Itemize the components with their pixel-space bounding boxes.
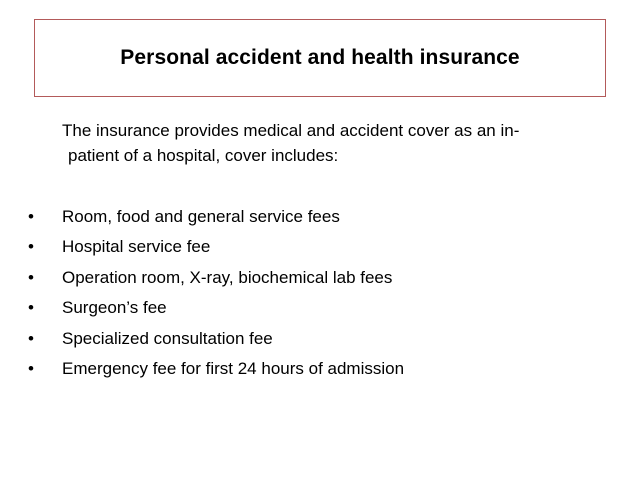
list-item-text: Room, food and general service fees xyxy=(62,207,340,226)
title-box xyxy=(34,19,606,97)
bullet-icon: • xyxy=(28,267,34,287)
list-item-text: Emergency fee for first 24 hours of admission xyxy=(62,358,405,378)
list-item xyxy=(0,354,620,384)
list-item xyxy=(0,263,620,293)
list-item-text: Surgeon’s fee xyxy=(62,298,167,318)
list-item xyxy=(0,232,620,262)
list-item xyxy=(0,202,620,232)
list-item-text: Specialized consultation fee xyxy=(62,328,273,348)
bullet-icon: • xyxy=(28,298,34,318)
bullet-icon: • xyxy=(28,207,34,226)
bullet-list xyxy=(0,202,620,384)
list-item xyxy=(0,293,620,323)
slide-title: Personal accident and health insurance xyxy=(120,46,520,69)
bullet-icon: • xyxy=(28,358,34,378)
list-item xyxy=(0,324,620,354)
bullet-icon: • xyxy=(28,237,34,257)
list-item-text: Operation room, X-ray, biochemical lab fees xyxy=(62,267,393,287)
intro-paragraph xyxy=(62,118,602,168)
intro-line-1: The insurance provides medical and accident cover as an in- xyxy=(62,121,520,140)
list-item-text: Hospital service fee xyxy=(62,237,211,257)
intro-line-2: patient of a hospital, cover includes: xyxy=(68,146,339,165)
bullet-icon: • xyxy=(28,328,34,348)
